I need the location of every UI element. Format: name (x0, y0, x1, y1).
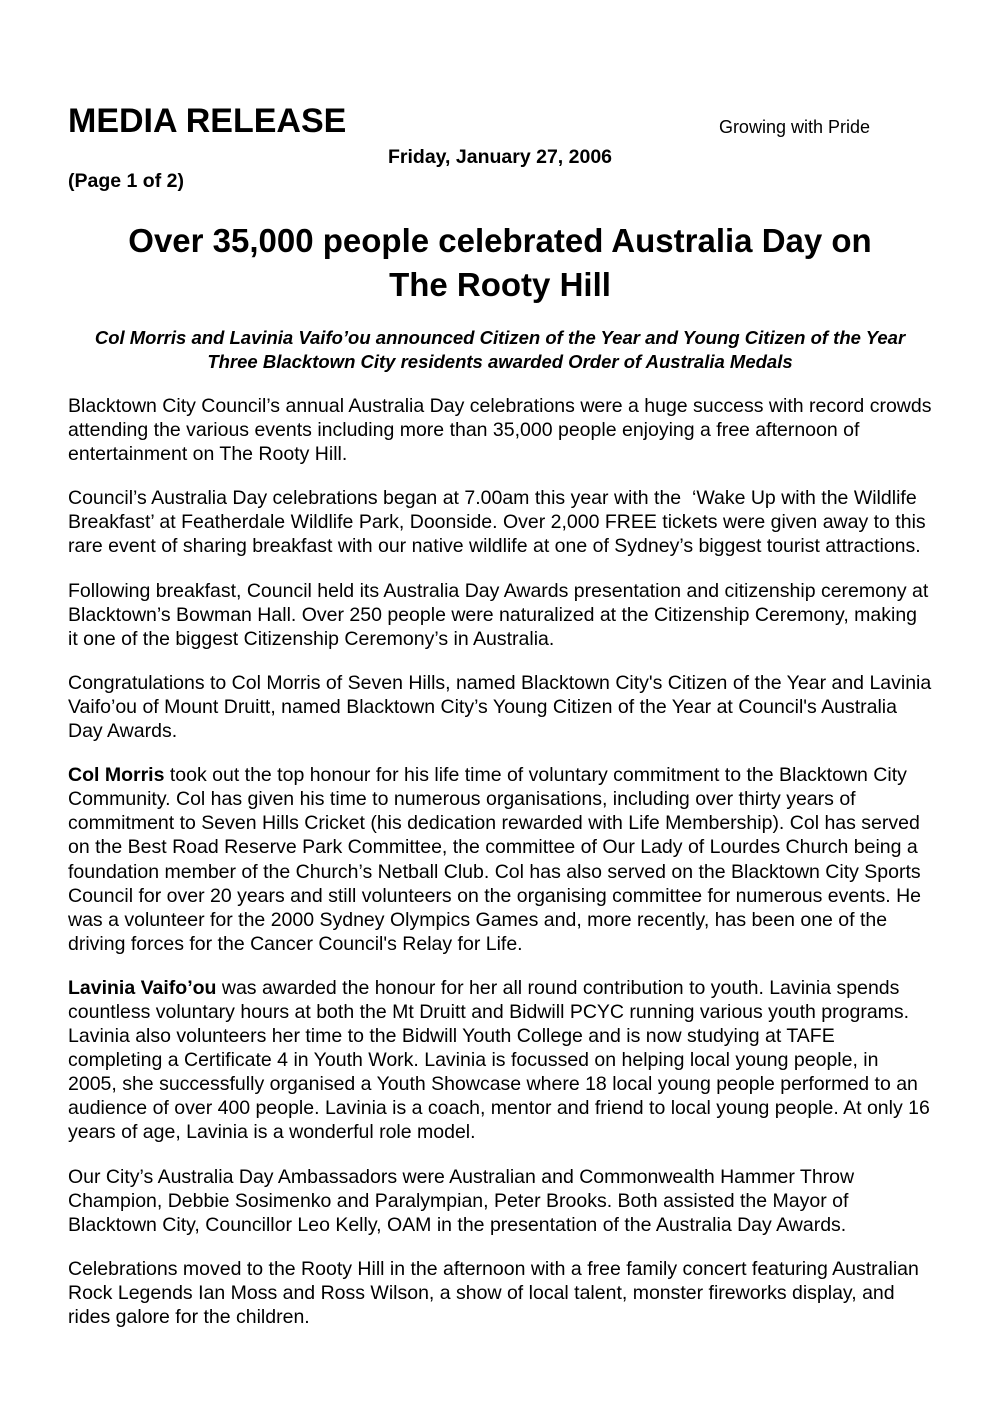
paragraph (68, 1165, 932, 1237)
paragraph (68, 486, 932, 558)
page-indicator: (Page 1 of 2) (68, 170, 184, 192)
paragraph (68, 579, 932, 651)
document-header (68, 100, 932, 142)
release-date: Friday, January 27, 2006 (387, 146, 613, 168)
page-content (68, 0, 937, 1329)
paragraph (68, 763, 932, 956)
council-tagline: Growing with Pride (718, 117, 870, 137)
paragraph-text: was awarded the honour for her all round contribution to youth. Lavinia spends countless voluntary hours at both the Mt Druitt and Bidwill PCYC running various youth programs. Lavinia also volunteers her time to the Bidwill Youth College and is now studying at TAFE completing a Certificate 4 in Youth Work. Lavinia is focussed on helping local young people, in 2005, she successfully organised a Youth Showcase where 18 local young people performed to an audience of over 400 people. Lavinia is a coach, mentor and friend to local young people. At only 16 years of age, Lavinia is a wonderful role model. (68, 976, 936, 1144)
article-subtitle (68, 326, 932, 374)
paragraph (68, 394, 937, 466)
article-title-line-1: Over 35,000 people celebrated Australia Day on (128, 222, 872, 259)
paragraph (68, 671, 937, 743)
article-title (68, 219, 932, 307)
paragraph-text: Congratulations to Col Morris of Seven Hills, named Blacktown City's Citizen of the Year and Lavinia Vaifo’ou of Mount Druitt, named Blacktown City’s Young Citizen of the Year at Council's Australia Day Awards. (68, 671, 937, 743)
article-subtitle-line-2: Three Blacktown City residents awarded Order of Australia Medals (207, 351, 793, 372)
person-name-bold: Lavinia Vaifo’ou (68, 976, 217, 999)
paragraph-text: took out the top honour for his life time of voluntary commitment to the Blacktown City Community. Col has given his time to numerous organisations, including over thirty years of commitment to Seven Hills Cricket (his dedication rewarded with Life Membership). Col has served on the Best Road Reserve Park Committee, the committee of Our Lady of Lourdes Church being a foundation member of the Church’s Netball Club. Col has also served on the Blacktown City Sports Council for over 20 years and still volunteers on the organising committee for numerous events. He was a volunteer for the 2000 Sydney Olympics Games and, more recently, has been one of the driving forces for the Cancer Council's Relay for Life. (68, 764, 927, 955)
paragraph-text: Following breakfast, Council held its Australia Day Awards presentation and citizenship ceremony at Blacktown’s Bowman Hall. Over 250 people were naturalized at the Citizenship Ceremony, making it one of the biggest Citizenship Ceremony’s in Australia. (68, 579, 934, 650)
paragraph-text: Blacktown City Council’s annual Australia Day celebrations were a huge success with record crowds attending the various events including more than 35,000 people enjoying a free afternoon of entertainment on The Rooty Hill. (68, 395, 937, 466)
paragraph (68, 976, 936, 1145)
paragraph-text: Celebrations moved to the Rooty Hill in the afternoon with a free family concert featuring Australian Rock Legends Ian Moss and Ross Wilson, a show of local talent, monster fireworks display, and rides galore for the children. (68, 1257, 925, 1328)
article-subtitle-line-1: Col Morris and Lavinia Vaifo’ou announced Citizen of the Year and Young Citizen of the Year (94, 327, 906, 348)
article-title-line-2: The Rooty Hill (389, 266, 611, 303)
article-body (68, 394, 937, 1329)
media-release-heading: MEDIA RELEASE (68, 102, 347, 140)
paragraph-text: Our City’s Australia Day Ambassadors were Australian and Commonwealth Hammer Throw Champion, Debbie Sosimenko and Paralympian, Peter Brooks. Both assisted the Mayor of Blacktown City, Councillor Leo Kelly, OAM in the presentation of the Australia Day Awards. (68, 1165, 860, 1236)
person-name-bold: Col Morris (68, 764, 165, 787)
paragraph (68, 1257, 932, 1329)
paragraph-text: Council’s Australia Day celebrations began at 7.00am this year with the ‘Wake Up with the Wildlife Breakfast’ at Featherdale Wildlife Park, Doonside. Over 2,000 FREE tickets were given away to this rare event of sharing breakfast with our native wildlife at one of Sydney’s biggest tourist attractions. (68, 487, 932, 558)
